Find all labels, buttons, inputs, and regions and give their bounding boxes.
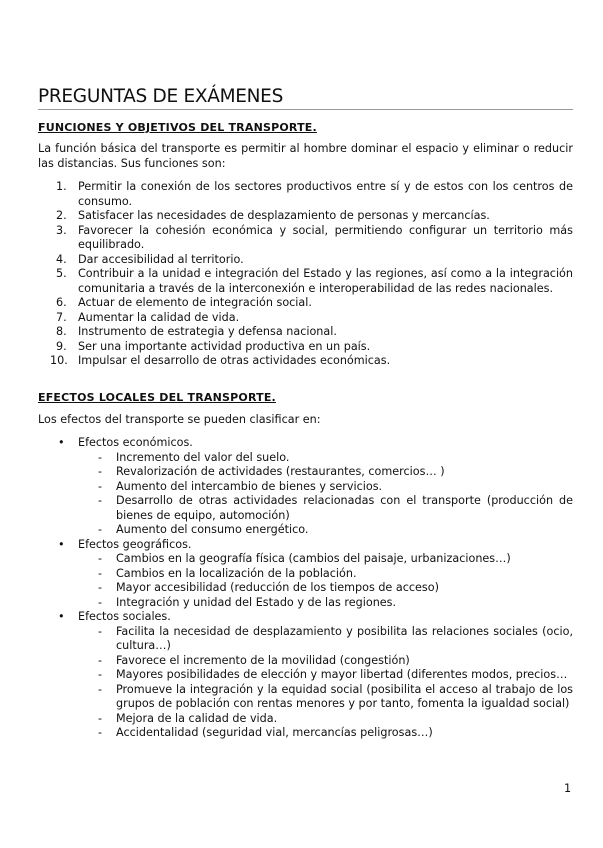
list-item: 7. Aumentar la calidad de vida. (56, 310, 240, 324)
section-intro-efectos: Los efectos del transporte se pueden clasificar en: (38, 413, 321, 426)
list-item: - Integración y unidad del Estado y de las regiones. (98, 595, 397, 609)
list-item: - Mayor accesibilidad (reducción de los tiempos de acceso) (98, 581, 439, 594)
bullet-icon: • (58, 537, 65, 551)
list-item: - Promueve la integración y la equidad social (posibilita el acceso al trabajo de los grupos de población con rentas menores y por tanto, fomenta la igualdad social) (98, 682, 573, 710)
list-item: 4. Dar accesibilidad al territorio. (56, 252, 244, 266)
funciones-list (38, 180, 573, 369)
list-item: 5. Contribuir a la unidad e integración del Estado y las regiones, así como a la integración comunitaria a través de la interconexión e interoperabilidad de las redes nacionales. (56, 267, 573, 295)
list-item: 8. Instrumento de estrategia y defensa nacional. (56, 325, 337, 338)
section-heading-funciones: FUNCIONES Y OBJETIVOS DEL TRANSPORTE. (38, 121, 317, 134)
list-item: - Mejora de la calidad de vida. (98, 711, 278, 725)
list-item: 6. Actuar de elemento de integración social. (56, 296, 312, 309)
group-label: Efectos económicos. (78, 436, 193, 449)
list-item: - Facilita la necesidad de desplazamiento y posibilita las relaciones sociales (ocio, cultura…) (98, 624, 573, 652)
list-item: - Aumento del consumo energético. (98, 523, 309, 536)
section-intro-funciones: La función básica del transporte es permitir al hombre dominar el espacio y eliminar o reducir las distancias. Sus funciones son: (38, 142, 573, 170)
list-item: - Accidentalidad (seguridad vial, mercancías peligrosas…) (98, 726, 433, 739)
list-item: 3. Favorecer la cohesión económica y social, permitiendo configurar un territorio más equilibrado. (56, 223, 573, 251)
page-number: 1 (564, 782, 572, 795)
dash-icon: - (98, 566, 103, 580)
efectos-group-geograficos (38, 538, 573, 611)
dash-icon: - (98, 624, 103, 638)
list-item: 9. Ser una importante actividad productiva en un país. (56, 339, 371, 353)
section-heading-efectos: EFECTOS LOCALES DEL TRANSPORTE. (38, 391, 276, 404)
dash-icon: - (98, 726, 103, 739)
list-item: 10. Impulsar el desarrollo de otras actividades económicas. (50, 354, 391, 367)
list-item: 1. Permitir la conexión de los sectores productivos entre sí y de estos con los centros de consumo. (56, 180, 573, 208)
list-item: - Favorece el incremento de la movilidad (congestión) (98, 653, 410, 667)
dash-icon: - (98, 668, 103, 681)
dash-icon: - (98, 479, 103, 493)
dash-icon: - (98, 523, 103, 536)
bullet-icon: • (58, 610, 65, 623)
dash-icon: - (98, 494, 103, 507)
efectos-group-sociales (38, 610, 573, 741)
list-item: - Mayores posibilidades de elección y mayor libertad (diferentes modos, precios… (98, 668, 568, 681)
list-item: - Aumento del intercambio de bienes y servicios. (98, 479, 383, 493)
page-title: PREGUNTAS DE EXÁMENES (38, 86, 573, 110)
group-label: Efectos geográficos. (78, 537, 192, 551)
bullet-icon: • (58, 436, 65, 449)
dash-icon: - (98, 552, 103, 565)
list-item: - Revalorización de actividades (restaurantes, comercios… ) (98, 465, 445, 478)
efectos-list (38, 436, 573, 741)
dash-icon: - (98, 595, 103, 609)
list-item: - Cambios en la localización de la población. (98, 566, 357, 580)
list-item: 2. Satisfacer las necesidades de desplazamiento de personas y mercancías. (56, 209, 490, 222)
dash-icon: - (98, 682, 103, 696)
dash-icon: - (98, 465, 103, 478)
dash-icon: - (98, 653, 103, 667)
dash-icon: - (98, 711, 103, 725)
list-item: - Cambios en la geografía física (cambios del paisaje, urbanizaciones…) (98, 552, 511, 565)
dash-icon: - (98, 581, 103, 594)
efectos-group-economicos (38, 436, 573, 538)
dash-icon: - (98, 450, 103, 464)
group-label: Efectos sociales. (78, 610, 171, 623)
list-item: - Incremento del valor del suelo. (98, 450, 290, 464)
list-item: - Desarrollo de otras actividades relacionadas con el transporte (producción de bienes de equipo, automoción) (98, 494, 573, 522)
